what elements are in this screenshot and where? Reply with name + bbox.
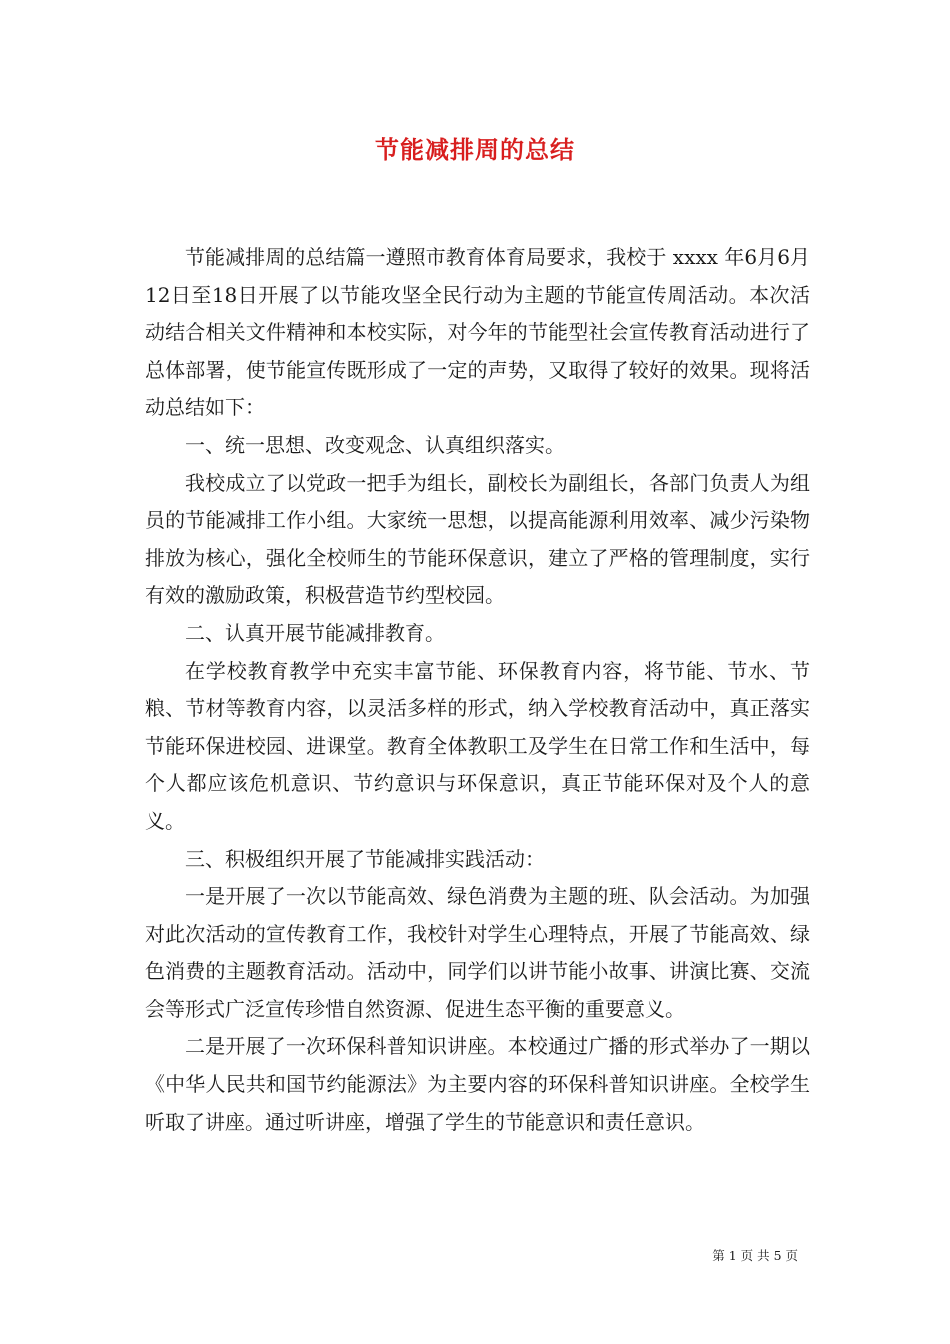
paragraph-activity-2: 二是开展了一次环保科普知识讲座。本校通过广播的形式举办了一期以《中华人民共和国节约能源法》为主要内容的环保科普知识讲座。全校学生听取了讲座。通过听讲座，增强了学生的节能意识和责任意识。: [145, 1034, 810, 1134]
paragraph-section-2: 在学校教育教学中充实丰富节能、环保教育内容，将节能、节水、节粮、节材等教育内容，以灵活多样的形式，纳入学校教育活动中，真正落实节能环保进校园、进课堂。教育全体教职工及学生在日常工作和生活中，每个人都应该危机意识、节约意识与环保意识，真正节能环保对及个人的意义。: [145, 658, 810, 833]
paragraph-intro: 节能减排周的总结篇一遵照市教育体育局要求，我校于 xxxx 年6月6月12日至18日开展了以节能攻坚全民行动为主题的节能宣传周活动。本次活动结合相关文件精神和本校实际，对今年的节能型社会宣传教育活动进行了总体部署，使节能宣传既形成了一定的声势，又取得了较好的效果。现将活动总结如下：: [145, 245, 810, 420]
page-number: [712, 1247, 798, 1265]
document-title: 节能减排周的总结: [375, 135, 575, 164]
paragraph-section-1: 我校成立了以党政一把手为组长，副校长为副组长，各部门负责人为组员的节能减排工作小组。大家统一思想，以提高能源利用效率、减少污染物排放为核心，强化全校师生的节能环保意识，建立了严格的管理制度，实行有效的激励政策，积极营造节约型校园。: [145, 470, 810, 608]
section-heading-2: 二、认真开展节能减排教育。: [185, 620, 445, 645]
document-body: [145, 239, 810, 1141]
paragraph-activity-1: 一是开展了一次以节能高效、绿色消费为主题的班、队会活动。为加强对此次活动的宣传教育工作，我校针对学生心理特点，开展了节能高效、绿色消费的主题教育活动。活动中，同学们以讲节能小故事、讲演比赛、交流会等形式广泛宣传珍惜自然资源、促进生态平衡的重要意义。: [145, 884, 810, 1021]
page-number-label: 第 1 页 共 5 页: [712, 1248, 798, 1263]
section-heading-1: 一、统一思想、改变观念、认真组织落实。: [185, 432, 565, 457]
section-heading-3: 三、积极组织开展了节能减排实践活动：: [185, 846, 545, 871]
